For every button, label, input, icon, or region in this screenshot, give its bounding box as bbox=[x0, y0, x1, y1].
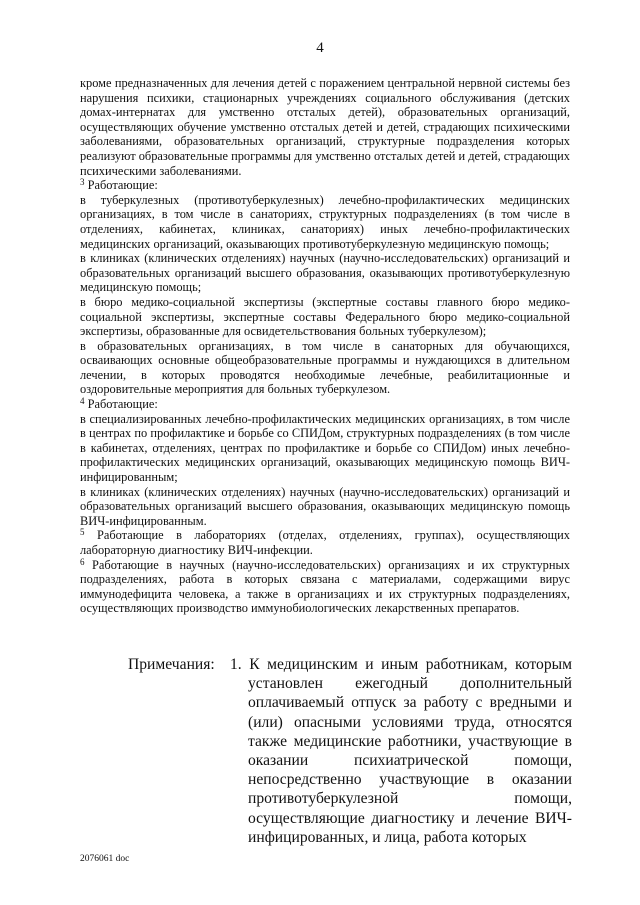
footnote-mark: 6 bbox=[80, 556, 85, 567]
footnote-item: в клиниках (клинических отделениях) научных (научно-исследовательских) организаций и образовательных организаций высшего образования, оказывающих противотуберкулезную медицинскую помощь; bbox=[80, 251, 570, 295]
footnote-mark: 5 bbox=[80, 527, 85, 538]
footnote-heading-text: Работающие в лабораториях (отделах, отделениях, группах), осуществляющих лабораторную диагностику ВИЧ-инфекции. bbox=[80, 528, 570, 557]
footnote-heading bbox=[80, 528, 570, 557]
footnote-item: в бюро медико-социальной экспертизы (экспертные составы главного бюро медико-социальной экспертизы, экспертные составы Федерального бюро медико-социальной экспертизы, образованные для освидетельствования больных туберкулезом); bbox=[80, 294, 570, 339]
footnote-item: в клиниках (клинических отделениях) научных (научно-исследовательских) организаций и образовательных организаций высшего образования, оказывающих медицинскую помощь ВИЧ-инфицированным. bbox=[80, 484, 570, 528]
footnote-heading-text: Работающие в научных (научно-исследовательских) организациях и их структурных подразделениях, работа в которых связана с материалами, содержащими вирус иммунодефицита человека, а также в организациях и их структурных подразделениях, осуществляющих производство иммунобиологических лекарственных препаратов. bbox=[80, 557, 570, 616]
footnote-mark: 4 bbox=[80, 396, 85, 407]
footnote-mark: 3 bbox=[80, 177, 85, 188]
notes-label-container bbox=[128, 655, 215, 674]
footnote-item: в специализированных лечебно-профилактических медицинских организациях, в том числе в центрах по профилактике и борьбе со СПИДом, структурных подразделениях (в том числе в кабинетах, отделениях, центрах по профилактике и борьбе со СПИДом) иных лечебно-профилактических медицинских организаций, оказывающих медицинскую помощь ВИЧ-инфицированным; bbox=[80, 411, 570, 485]
footnote-item: в туберкулезных (противотуберкулезных) лечебно-профилактических медицинских организациях, в том числе в санаториях, структурных подразделениях (в том числе в отделениях, кабинетах, клиниках, санаториях) иных лечебно-профилактических медицинских организаций, оказывающих противотуберкулезную медицинскую помощь; bbox=[80, 192, 570, 251]
footnotes-section bbox=[80, 76, 570, 616]
footnote-heading-text: Работающие: bbox=[87, 178, 158, 193]
page-number: 4 bbox=[316, 40, 324, 56]
footnote-heading bbox=[80, 397, 570, 412]
notes-item-1 bbox=[230, 655, 572, 847]
footnote-item: в образовательных организациях, в том числе в санаторных для обучающихся, осваивающих основные общеобразовательные программы и нуждающихся в длительном лечении, в которых проводятся необходимые лечебные, реабилитационные и оздоровительные мероприятия для больных туберкулезом. bbox=[80, 338, 570, 397]
footnote-heading-text: Работающие: bbox=[87, 397, 158, 412]
footnote-heading bbox=[80, 558, 570, 616]
paragraph: кроме предназначенных для лечения детей с поражением центральной нервной системы без нарушения психики, стационарных учреждениях социального обслуживания (детских домах-интернатах для умственно отсталых детей), образовательных организаций, осуществляющих обучение умственно отсталых детей и детей, страдающих психическими заболеваниями, образовательных организаций, структурные подразделения которых реализуют образовательные программы для умственно отсталых детей и детей, страдающих психическими заболеваниями. bbox=[80, 76, 570, 178]
notes-item-number: 1. bbox=[230, 656, 242, 673]
notes-item-text: К медицинским и иным работникам, которым установлен ежегодный дополнительный оплачиваемый отпуск за работу с вредными и (или) опасными условиями труда, относятся также медицинские работники, участвующие в оказании психиатрической помощи, непосредственно участвующие в оказании противотуберкулезной помощи, осуществляющие диагностику и лечение ВИЧ-инфицированных, и лица, работа которых bbox=[248, 656, 572, 846]
footnote-heading bbox=[80, 178, 570, 193]
notes-label: Примечания: bbox=[128, 656, 215, 673]
document-id: 2076061 doc bbox=[80, 854, 130, 864]
